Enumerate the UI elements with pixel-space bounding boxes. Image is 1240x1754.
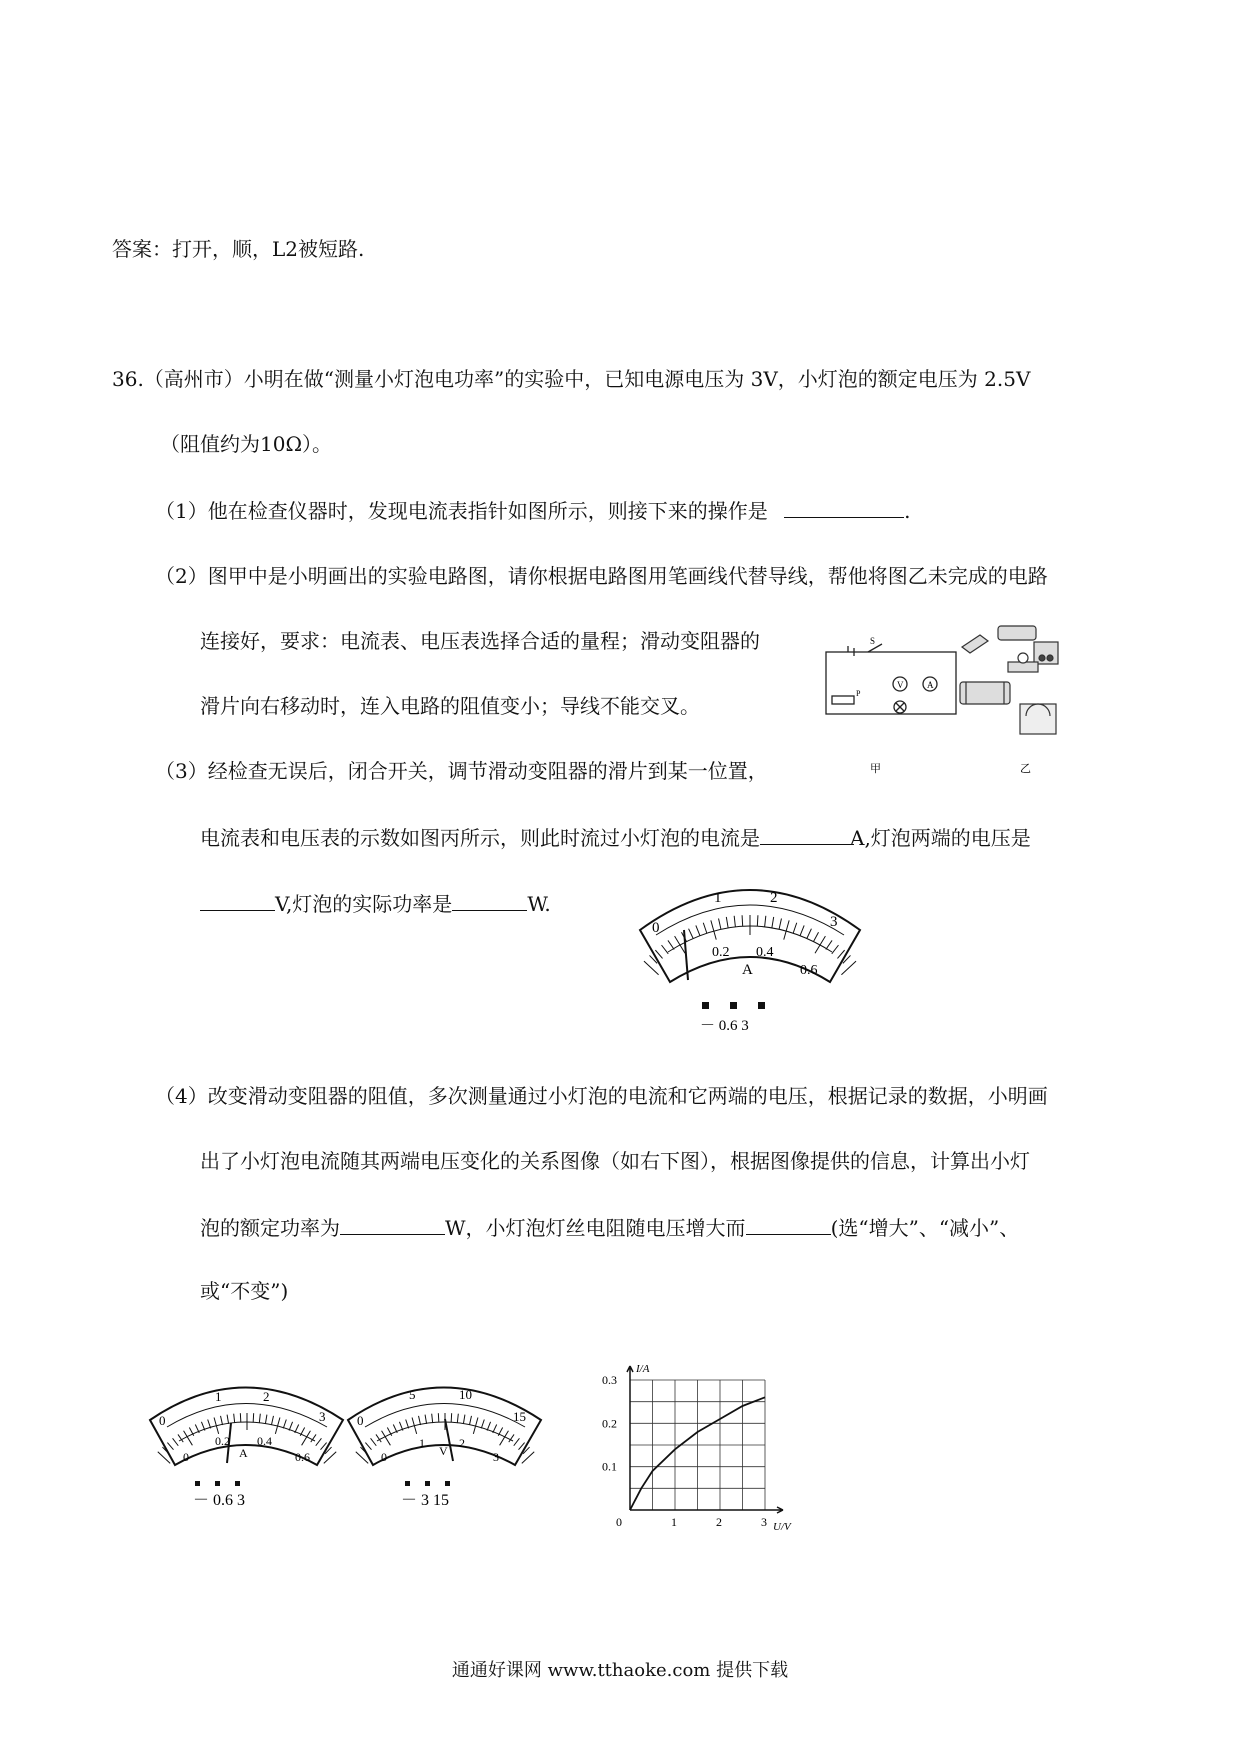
label-jia: 甲 [870, 763, 881, 775]
meter-tick [779, 918, 781, 929]
meter-tick [265, 1415, 267, 1424]
chart-x-tick-label: 1 [671, 1515, 677, 1529]
meter-tick [481, 1420, 484, 1429]
ammeter-bottom-low-1: 0.2 [215, 1434, 230, 1448]
ammeter-figure-bottom [145, 1375, 350, 1515]
meter-tick [493, 1424, 497, 1432]
ammeter-figure-top [630, 870, 870, 1040]
circuit-figure [820, 612, 1060, 787]
meter-tick [726, 917, 728, 928]
circuit-diagram [826, 644, 956, 714]
q36-intro-line-2: （阻值约为10Ω）。 [160, 432, 333, 456]
meter-tick [253, 1413, 254, 1422]
meter-tick [208, 1420, 211, 1429]
voltmeter-terminal-labels: － 3 15 [401, 1492, 450, 1509]
terminal-3 [758, 1002, 765, 1009]
meter-tick [703, 923, 707, 933]
meter-tick [784, 920, 789, 939]
meter-tick [240, 1413, 241, 1422]
chart-x-tick-label: 3 [761, 1515, 767, 1529]
meter-tick [419, 1416, 421, 1425]
chart-x-axis-label: U/V [773, 1521, 791, 1533]
meter-tick [311, 1434, 316, 1442]
q36-part3-current-blank[interactable] [760, 822, 850, 845]
meter-tick [772, 917, 774, 928]
meter-tick [813, 932, 818, 942]
ammeter-bottom-top-0: 0 [159, 1413, 166, 1428]
voltmeter-top-1: 5 [409, 1387, 416, 1402]
meter-tick [271, 1416, 273, 1425]
chart-origin-label: 0 [616, 1515, 622, 1529]
meter-tick [675, 936, 685, 953]
meter-tick [365, 1443, 371, 1450]
voltmeter-terminal-2 [425, 1481, 430, 1486]
q36-part2-line-2: 连接好，要求：电流表、电压表选择合适的量程；滑动变阻器的 [200, 629, 760, 653]
meter-tick [316, 1438, 322, 1445]
meter-tick [432, 1414, 433, 1423]
voltmeter-low-1: 1 [419, 1436, 425, 1450]
switch-label: S [870, 636, 876, 646]
meter-tick [696, 925, 700, 935]
ammeter-bottom-top-2: 2 [263, 1389, 270, 1404]
voltmeter-top-2: 10 [459, 1387, 472, 1402]
ammeter-terminal-labels: － 0.6 3 [700, 1018, 749, 1034]
meter-tick [406, 1420, 409, 1429]
meter-tick [438, 1413, 439, 1422]
q36-part3-line-2 [200, 822, 1031, 852]
chart-y-tick-label: 0.1 [602, 1459, 617, 1474]
q36-part4-line-2: 出了小灯泡电流随其两端电压变化的关系图像（如右下图），根据图像提供的信息，计算出小灯 [200, 1149, 1030, 1173]
meter-tick [371, 1438, 377, 1445]
meter-tick [826, 940, 832, 949]
q36-part4-line-3 [200, 1212, 1019, 1242]
meter-tick [662, 945, 669, 954]
ammeter-bottom-tick-3: 0.6 [800, 963, 818, 978]
meter-tick [742, 915, 743, 926]
ammeter-unit: A [742, 962, 753, 978]
meter-tick [289, 1422, 292, 1431]
q36-intro-line-1: 36.（高州市）小明在做“测量小灯泡电功率”的实验中，已知电源电压为 3V，小灯泡的额定电压为 2.5V [112, 367, 1031, 391]
meter-tick [757, 915, 758, 926]
voltmeter-low-0: 0 [381, 1450, 387, 1464]
meter-tick [173, 1438, 179, 1445]
meter-tick [234, 1414, 235, 1423]
meter-tick [807, 929, 812, 939]
q36-part4-rated-blank[interactable] [340, 1212, 445, 1235]
q36-part1 [155, 495, 910, 525]
answer-line: 答案：打开，顺，L2被短路. [112, 237, 365, 261]
chart-axes [627, 1366, 783, 1513]
chart-grid [630, 1380, 765, 1510]
meter-tick [793, 923, 797, 933]
chart-y-tick-label: 0.2 [602, 1416, 617, 1431]
chart-y-axis-label: I/A [636, 1363, 650, 1375]
meter-tick [514, 1438, 520, 1445]
voltmeter-top-3: 15 [513, 1409, 526, 1424]
voltmeter-low-3: 3 [493, 1450, 499, 1464]
meter-tick [227, 1415, 229, 1424]
q36-part3-line-1: （3）经检查无误后，闭合开关，调节滑动变阻器的滑片到某一位置， [155, 759, 768, 783]
meter-tick [815, 936, 825, 953]
chart-axis-lines [627, 1366, 783, 1513]
meter-tick [469, 1416, 471, 1425]
ammeter-top-tick-2: 2 [770, 890, 778, 906]
meter-tick [668, 940, 674, 949]
ammeter-bottom-low-3: 0.6 [295, 1450, 310, 1464]
meter-tick [295, 1424, 299, 1432]
meter-tick [451, 1413, 452, 1422]
q36-part3-voltage-blank[interactable] [200, 888, 275, 911]
meter-tick [283, 1420, 286, 1429]
q36-part2-line-1: （2）图甲中是小明画出的实验电路图，请你根据电路图用笔画线代替导线，帮他将图乙未完成的电路 [155, 564, 1048, 588]
q36-part3-end: W. [527, 892, 551, 916]
meter-tick [259, 1414, 260, 1423]
meter-tick [765, 916, 766, 927]
voltmeter-figure-bottom [343, 1375, 548, 1515]
ammeter-bottom-tick-1: 0.2 [712, 945, 730, 960]
ammeter-bottom-terminal-labels: － 0.6 3 [193, 1492, 246, 1509]
meter-tick [221, 1416, 223, 1425]
ammeter-bottom-low-0: 0 [183, 1450, 189, 1464]
q36-part1-text: （1）他在检查仪器时，发现电流表指针如图所示，则接下来的操作是 [155, 499, 768, 523]
q36-part3-line-3 [200, 888, 551, 918]
chart-x-tick-label: 2 [716, 1515, 722, 1529]
voltmeter-terminal-3 [445, 1481, 450, 1486]
q36-part3-current-text: 电流表和电压表的示数如图丙所示，则此时流过小灯泡的电流是 [200, 826, 760, 850]
q36-part4-line-1: （4）改变滑动变阻器的阻值，多次测量通过小灯泡的电流和它两端的电压，根据记录的数据，小明画 [155, 1084, 1048, 1108]
q36-part3-power-text: V,灯泡的实际功率是 [275, 892, 453, 916]
apparatus-drawing [960, 626, 1058, 734]
terminal-06 [730, 1002, 737, 1009]
ammeter-bottom-low-2: 0.4 [257, 1434, 272, 1448]
ammeter-top-tick-3: 3 [830, 914, 838, 930]
meter-tick [509, 1434, 514, 1442]
q36-part4-choice-text: (选“增大”、“减小”、 [830, 1216, 1020, 1240]
meter-tick [376, 1434, 381, 1442]
iu-chart [600, 1360, 810, 1535]
ammeter-top-tick-0: 0 [652, 920, 660, 936]
meter-tick [734, 916, 735, 927]
footer-source: 通通好课网 www.tthaoke.com 提供下载 [451, 1660, 789, 1681]
q36-part3-voltage-text: A,灯泡两端的电压是 [850, 826, 1031, 850]
q36-part1-end: . [904, 499, 911, 523]
q36-part2-line-3: 滑片向右移动时，连入电路的阻值变小；导线不能交叉。 [200, 694, 700, 718]
terminal-neg [702, 1002, 709, 1009]
q36-part3-power-blank[interactable] [452, 888, 527, 911]
meter-tick [487, 1422, 490, 1431]
chart-y-tick-label: 0.3 [602, 1373, 617, 1387]
ammeter-bottom-terminal-1 [195, 1481, 200, 1486]
voltmeter-terminal-1 [405, 1481, 410, 1486]
meter-tick [457, 1414, 458, 1423]
q36-part4-line-4: 或“不变”) [200, 1279, 289, 1303]
voltmeter-low-2: 2 [459, 1436, 465, 1450]
meter-tick [463, 1415, 465, 1424]
meter-tick [689, 929, 694, 939]
meter-tick [832, 945, 839, 954]
ammeter-bottom-tick-2: 0.4 [756, 945, 774, 960]
ammeter-symbol: A [927, 680, 934, 690]
ammeter-bottom-unit: A [239, 1446, 248, 1460]
ammeter-bottom-terminal-3 [235, 1481, 240, 1486]
ammeter-bottom-top-1: 1 [215, 1389, 222, 1404]
ammeter-bottom-terminal-2 [215, 1481, 220, 1486]
meter-tick [425, 1415, 427, 1424]
voltmeter-symbol: V [897, 680, 904, 690]
ammeter-bottom-top-3: 3 [319, 1409, 326, 1424]
q36-part4-resistance-blank[interactable] [746, 1212, 831, 1235]
ammeter-top-tick-1: 1 [714, 890, 722, 906]
q36-part1-blank[interactable] [784, 495, 904, 518]
rheostat-label: P [856, 689, 861, 698]
meter-tick [711, 920, 716, 939]
label-yi: 乙 [1020, 763, 1031, 775]
voltmeter-unit: V [439, 1444, 448, 1458]
voltmeter-top-0: 0 [357, 1413, 364, 1428]
meter-tick [800, 925, 804, 935]
q36-part4-rated-text: 泡的额定功率为 [200, 1216, 340, 1240]
meter-tick [167, 1443, 173, 1450]
meter-tick [719, 918, 721, 929]
q36-part4-resistance-text: W，小灯泡灯丝电阻随电压增大而 [445, 1216, 746, 1240]
meter-tick [178, 1434, 183, 1442]
